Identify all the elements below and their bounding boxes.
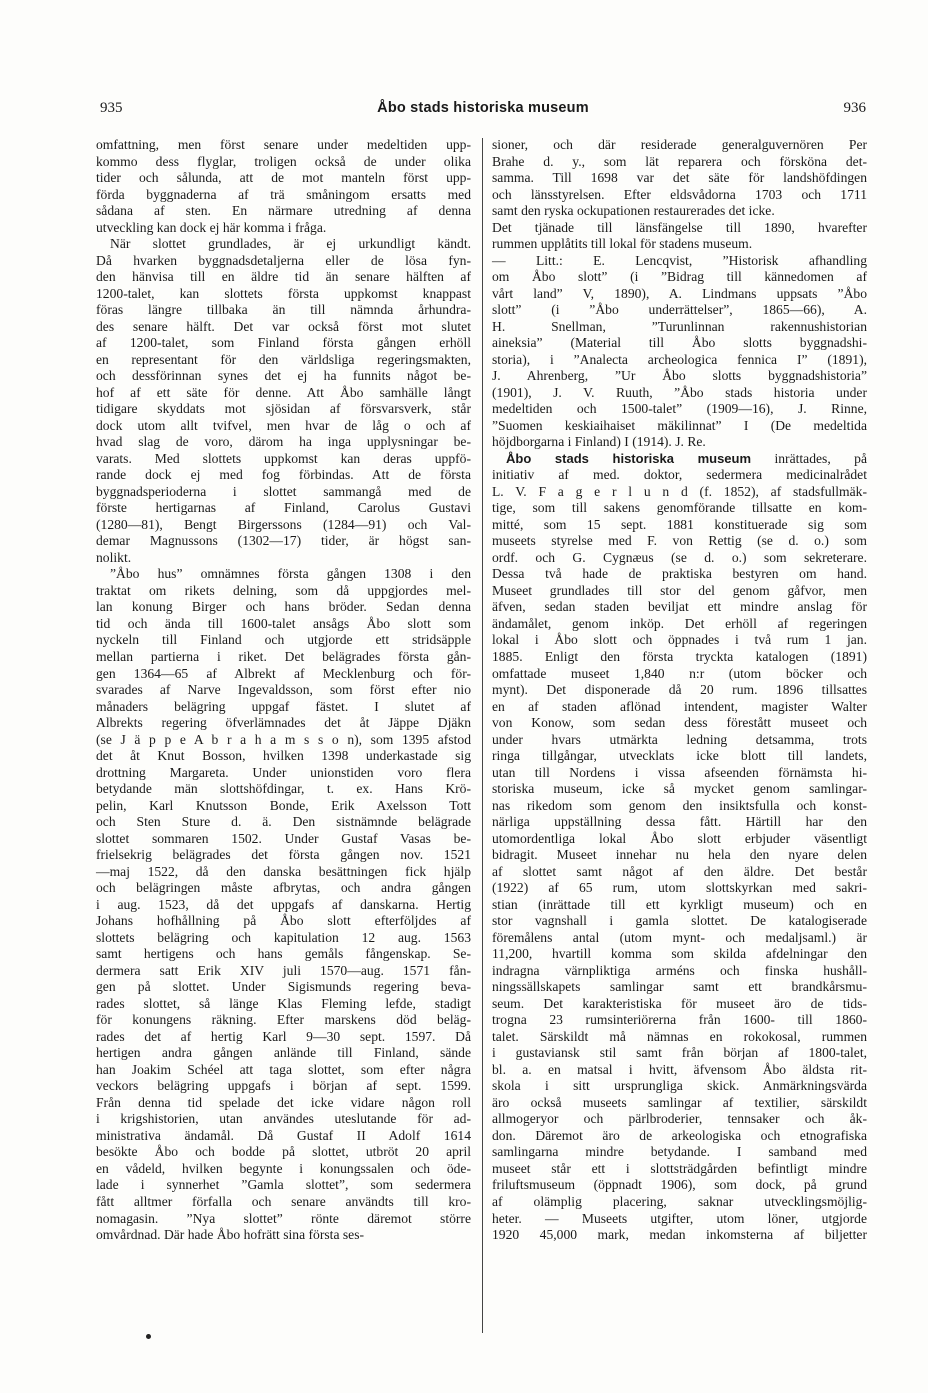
text-line: Brahe d. y., som lät reparera och försköna det- [492,153,867,169]
text-line: lan konung Birger och hans bröder. Sedan denna [96,599,471,615]
text-line: utveckling kan dock ej här komma i fråga. [96,219,327,235]
text-line: sådana af sten. En närmare utredning af denna [96,203,471,219]
text-line: allmogeryor och pärlbroderier, tennsaker och åk- [492,1111,867,1127]
text-line: han Joakim Schéel att taga slottet, som efter några [96,1061,471,1077]
text-line: rades det af hertig Karl 9—30 sept. 1597. Då [96,1028,471,1044]
text-line: af 1200-talet, som Finland första gången erhöll [96,335,471,351]
text-line: storiska museum, icke så mycket genom samlingar- [492,781,867,797]
text-line: hertigen andra gången anlände till Finland, sände [96,1045,471,1061]
text-line: rande dock ej med fog förbindas. Att de första [96,467,471,483]
text-line: slottets belägring och kapitulation 12 aug. 1563 [96,929,471,945]
text-line: närliga uppställning dessa fått. Härtill har den [492,814,867,830]
text-line: och länsstyrelsen. Efter eldsvådorna 1703 och 1711 [492,186,867,202]
text-line: —maj 1522, då den danska besättningen fick hjälp [96,863,471,879]
left-column [96,137,471,1244]
text-line: höjdborgarna i Finland) I (1914). J. Re. [492,434,706,450]
text-line: ändamålet, genom inköp. Det erhöll af regeringen [492,615,867,631]
page-number-left: 935 [100,100,123,116]
text-line: hof af ett säte för denne. Att Åbo samhälle långt [96,384,471,400]
text-line: — Litt.: E. Lencqvist, ”Historisk afhandling [492,252,867,268]
text-line: des senare hälft. Det var också först mot slutet [96,318,471,334]
text-line: Dessa två hade de praktiska bestyren om hand. [492,566,867,582]
text-line: lade i synnerhet ”Gamla slottet”, som sedermera [96,1177,471,1193]
text-line: för konungens räkning. Efter marskens död beläg- [96,1012,471,1028]
text-line: rummen upplåtits till lokal för stadens museum. [492,236,753,252]
text-line: traktat om rikets delning, som då uppgjordes mel- [96,582,471,598]
text-line: ”Suomen keskiaihaiset mäkilinnat” I (De medeltida [492,417,867,433]
text-line: mitté, som 15 sept. 1881 konstituerade sig som [492,516,867,532]
text-line: mynt). Det disponerade då 20 rum. 1896 tillsattes [492,682,867,698]
text-line: svarades af Narve Ingevaldsson, som först efter nio [96,682,471,698]
page-number-right: 936 [843,100,866,116]
text-line: museets styrelse med F. von Rettig (se d. o.) som [492,533,867,549]
text-line: Då hvarken byggnadsdetaljerna eller de lösa fyn- [96,252,471,268]
text-line: samt den ryska ockupationen restaurerades det icke. [492,203,775,219]
text-line: nas rikedom som genom den insiktsfulla och konst- [492,797,867,813]
text-line: slottet sommaren 1502. Under Gustaf Vasas be- [96,830,471,846]
text-line: besökte Åbo och bodde på slottet, utbröt 20 april [96,1144,471,1160]
text-line: omfattning, men först senare under medeltiden upp- [96,137,471,152]
text-line: nomagasin. ”Nya slottet” rönte däremot större [96,1210,471,1226]
text-line: samlingarna mindre betydande. I samband med [492,1144,867,1160]
text-line: i krigshistorien, utan användes uteslutande för ad- [96,1111,471,1127]
text-line: Från denna tid spelade det icke vidare någon roll [96,1094,471,1110]
text-line: 11,200, hvartill komma som skilda afdelningar den [492,946,867,962]
text-line: sioner, och där residerade generalguvernören Per [492,137,867,152]
text-line: lokal i Åbo slott och öppnades i två rum 1 jan. [492,632,867,648]
text-line: medeltiden och 1500-talet” (1909—16), J. Rinne, [492,401,867,417]
text-line: ringa tillgångar, utvecklats icke blott till landets, [492,748,867,764]
text-line: J. Ahrenberg, ”Ur Åbo slotts byggnadshistoria” [492,368,867,384]
text-line: af slottet samt något af den äldre. Det består [492,863,867,879]
text-line: förda byggnaderna af trä småningom ersatts med [96,186,471,202]
text-line: don. Däremot äro de arkeologiska och etnografiska [492,1127,867,1143]
text-line: friluftsmuseum (öppnadt 1906), som dock, på grund [492,1177,867,1193]
text-line: (1901), J. V. Ruuth, ”Åbo stads historia under [492,384,867,400]
text-line: 1920 45,000 mark, medan inkomsterna af biljetter [492,1227,867,1243]
text-line: dermera satt Erik XIV juli 1570—aug. 1571 fån- [96,962,471,978]
text-line: varats. Med slottets uppkomst kan deras uppfö- [96,450,471,466]
text-line: den hänvisa till en äldre tid än senare hälften af [96,269,471,285]
text-line: ministrativa ändamål. Då Gustaf II Adolf 1614 [96,1127,471,1143]
text-line: ”Åbo hus” omnämnes första gången 1308 i den [110,566,471,582]
text-line: en representant för den världsliga regeringsmakten, [96,351,471,367]
text-line: äfven, sedan staden beviljat ett mindre anslag för [492,599,867,615]
text-line: Johans hofhållning på Åbo slott efterföljdes af [96,913,471,929]
text-line: von Konow, som sedan dess förestått museet och [492,715,867,731]
text-line: heter. — Museets utgifter, utom löner, utgjorde [492,1210,867,1226]
text-line: mellan partierna i riket. Det belägrades första gån- [96,648,471,664]
text-line: gen på slottet. Under Sigismunds regering beva- [96,979,471,995]
text-line: i gustaviansk stil samt från början af 1800-talet, [492,1045,867,1061]
running-title: Åbo stads historiska museum [377,100,589,116]
text-line: (1280—81), Bengt Birgerssons (1284—91) och Val- [96,516,471,532]
text-line: H. Snellman, ”Turunlinnan rakennushistorian [492,318,867,334]
text-line: nyckeln till Finland och utgjorde ett stridsäpple [96,632,471,648]
text-line: 1200-talet, kan slottets första uppkomst knappast [96,285,471,301]
text-line: månaders belägring uppgaf fästet. I slutet af [96,698,471,714]
text-line: byggnadsperioderna i slottet sammangå med de [96,483,471,499]
text-line: omfattade museet 1,840 n:r (utom böcker och [492,665,867,681]
text-line: 1885. Enligt den första tryckta katalogen (1891) [492,648,867,664]
text-line: stor vagnshall i gamla slottet. De katalogiserade [492,913,867,929]
text-line: nolikt. [96,549,132,565]
text-line: utan till Nordens i vissa afseenden förnämsta hi- [492,764,867,780]
text-line: initiativ af med. doktor, sedermera medicinalrådet [492,467,867,483]
text-line: museet står ett i slottsträdgården befintligt mindre [492,1160,867,1176]
text-line: storia), i ”Analecta archeologica fennica I” (1891), [492,351,867,367]
text-line: föras längre tillbaka än till nämnda århundra- [96,302,471,318]
text-line: bidragit. Museet innehar nu hela den nyare delen [492,847,867,863]
text-line: under hvars utmärkta ledning detsamma, trots [492,731,867,747]
text-line: ordf. och G. Cygnæus (se d. o.) som sekreterare. [492,549,867,565]
text-line: kommo dess flyglar, troligen också de under olika [96,153,471,169]
text-line: förste hertigarnas af Finland, Carolus Gustavi [96,500,471,516]
text-line: tid och ända till 1600-talet ansågs Åbo slott som [96,615,471,631]
text-line: det åt Knut Bosson, hvilken 1398 underkastade sig [96,748,471,764]
text-line: (1922) af 65 rum, utom slottskyrkan med sakri- [492,880,867,896]
ink-dot [146,1334,151,1339]
page-header [100,100,866,120]
text-line: När slottet grundlades, är ej urkundligt kändt. [110,236,471,252]
text-line: vårt land” V, 1890), A. Lindmans uppsats ”Åbo [492,285,867,301]
text-line: drottning Margareta. Under unionstiden voro flera [96,764,471,780]
text-line: trogna 23 rumsinteriörerna från 1600- till 1860- [492,1012,867,1028]
text-line: fått alltmer förfalla och senare användts till kro- [96,1194,471,1209]
text-line: veckors belägring uppgafs i början af sept. 1599. [96,1078,471,1094]
text-line: (se J ä p p e A b r a h a m s s o n), som 1395 afstod [96,731,471,747]
text-line: omvårdnad. Där hade Åbo hofrätt sina första ses- [96,1227,365,1243]
text-line: talet. Särskildt må nämnas en rokokosal, rummen [492,1028,867,1044]
text-line: och Sten Sture d. ä. Den sistnämnde belägrade [96,814,471,830]
text-line: ningssällskapets samlingar samt ett brandkårsmu- [492,979,867,995]
text-line: samma. Till 1698 var det säte för landshöfdingen [492,170,867,186]
text-line: pelin, Karl Knutsson Bonde, Erik Axelsson Tott [96,797,471,813]
text-line: demar Magnussons (1302—17) tider, är högst san- [96,533,471,549]
text-line: frielsekrig belägrades det första gången nov. 1521 [96,847,471,863]
text-line: indragna värnpliktiga arméns och finska hushåll- [492,962,867,978]
text-line: äro också museets samlingar af textilier, särskildt [492,1094,867,1110]
text-line: L. V. F a g e r l u n d (f. 1852), af stadsfullmäk- [492,483,867,499]
text-line: tige, som till sakens genomförande tillsatte en kom- [492,500,867,516]
text-line: Åbo stads historiska museum inrättades, på [506,450,867,466]
text-line: af olämplig placering, saknar utvecklingsmöjlig- [492,1194,867,1209]
text-line: samt hertigens och hans gemåls fångenskap. Se- [96,946,471,962]
text-line: seum. Det karakteristiska för museet äro de tids- [492,995,867,1011]
column-divider [482,138,483,1333]
text-line: och belägringen måste afbrytas, och andra gången [96,880,471,896]
text-line: stian (inrättade till ett kyrkligt museum) och en [492,896,867,912]
text-line: slott” (i ”Åbo underrättelser”, 1865—66), A. [492,302,867,318]
text-line: tidigare skyddats mot sjösidan af försvarsverk, står [96,401,471,417]
text-line: skola i sitt ursprungliga skick. Anmärkningsvärda [492,1078,867,1094]
text-line: om Åbo slott” (i ”Bidrag till kännedomen af [492,269,867,285]
right-column [492,137,867,1244]
text-line: gen 1364—65 af Albrekt af Mecklenburg och för- [96,665,471,681]
text-line: Albrekts regering öfverlämnades det åt Jäppe Djäkn [96,715,471,731]
text-line: rades slottet, så länge Klas Fleming lefde, stadigt [96,995,471,1011]
text-line: föremålens antal (utom mynt- och medaljsaml.) är [492,929,867,945]
text-line: dock utom allt tvifvel, men hvar de låg o och af [96,417,471,433]
text-line: hvad slag de voro, därom ha inga upplysningar be- [96,434,471,450]
text-line: betydande män slottshöfdingar, t. ex. Hans Krö- [96,781,471,797]
text-line: aineksia” (Material till Åbo slotts byggnadshi- [492,335,867,351]
text-line: en vådeld, hvilken begynte i konungssalen och öde- [96,1160,471,1176]
text-line: tider och sålunda, att de mot manteln först upp- [96,170,471,186]
text-line: Det tjänade till länsfängelse till 1890, hvarefter [492,219,867,235]
text-line: utomordentliga lokal Åbo slott erbjuder väsentligt [492,830,867,846]
text-line: en af staden aflönad intendent, magister Walter [492,698,867,714]
text-line: i aug. 1523, då det uppgafs af danskarna. Hertig [96,896,471,912]
text-line: och dessförinnan synes det ej ha funnits något be- [96,368,471,384]
text-line: Museet grundlades till stor del genom gåfvor, men [492,582,867,598]
text-line: bl. a. en matsal i hvitt, äfvensom Åbo äldsta rit- [492,1061,867,1077]
